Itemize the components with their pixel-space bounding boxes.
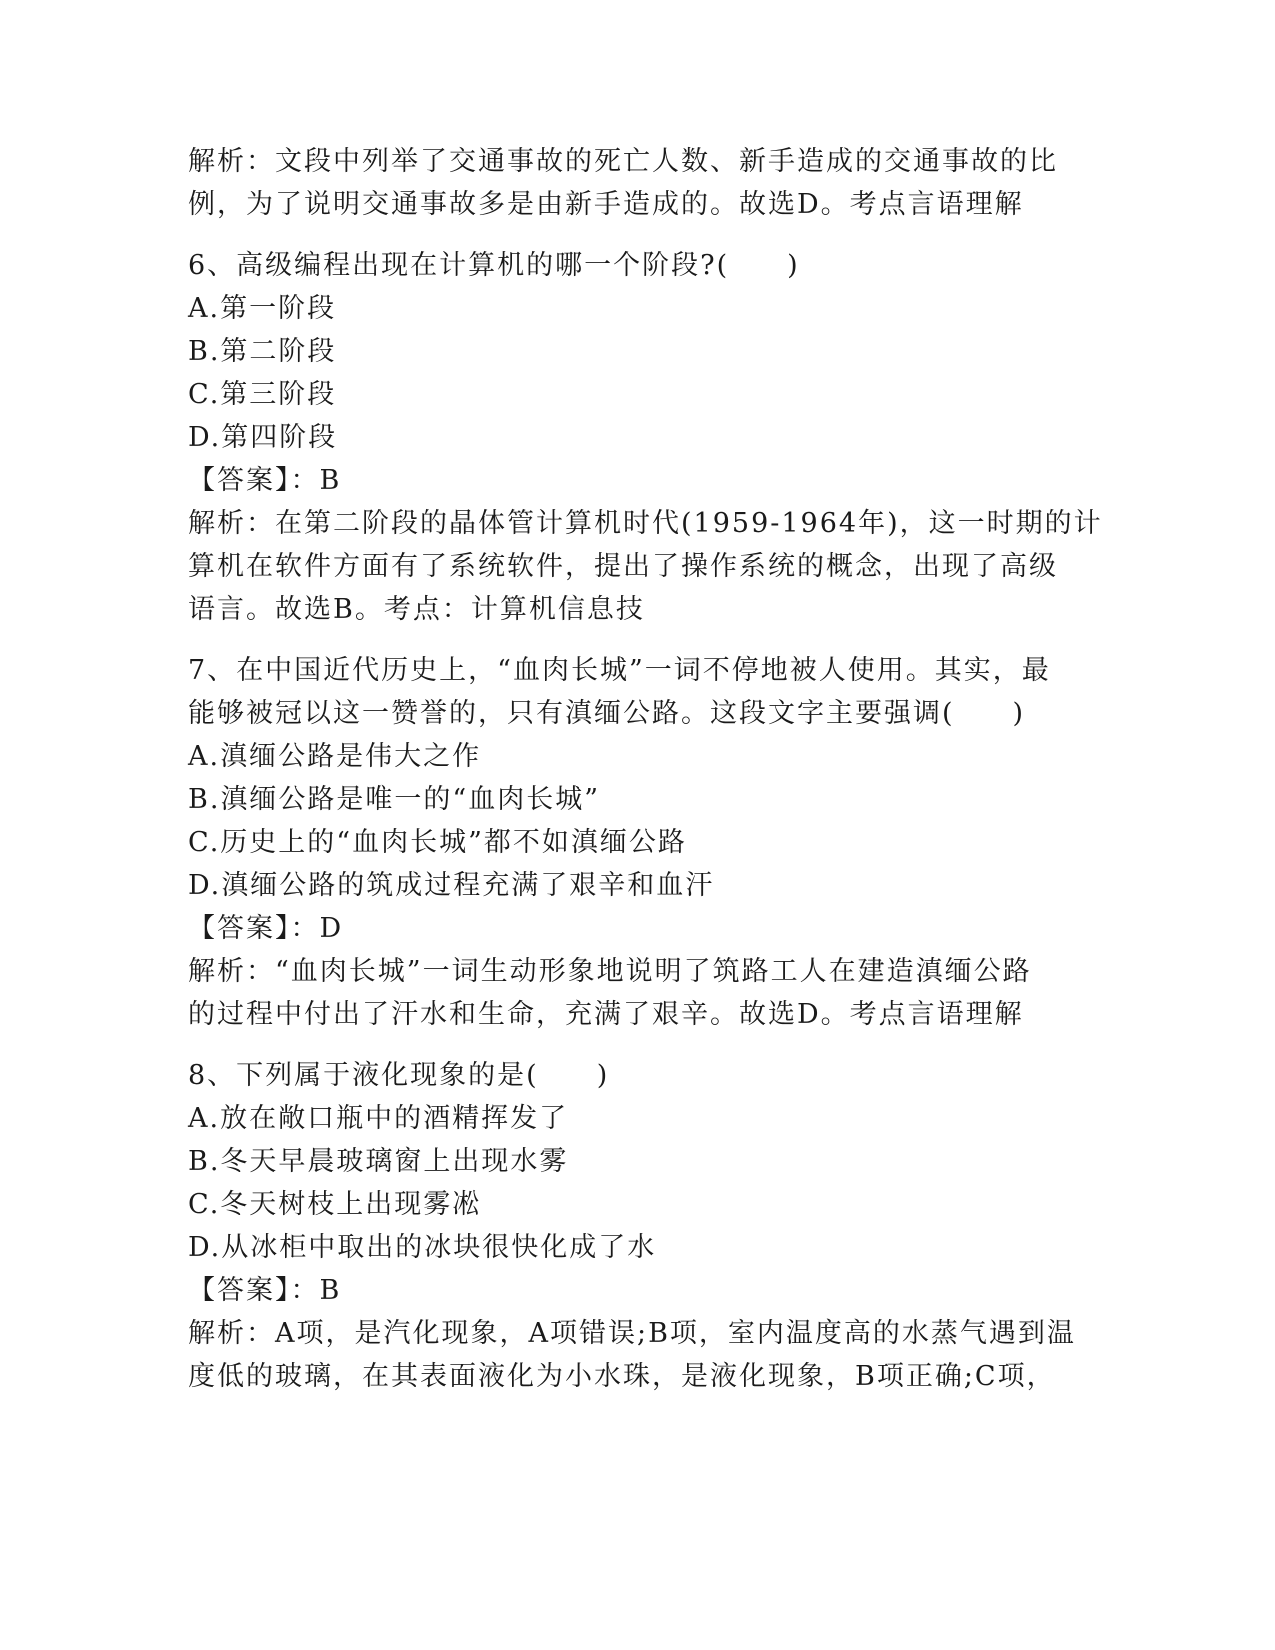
explanation-line: 度低的玻璃，在其表面液化为小水珠，是液化现象，B项正确;C项， [188, 1361, 1056, 1392]
explanation-line: 解析：文段中列举了交通事故的死亡人数、新手造成的交通事故的比 [188, 146, 1058, 177]
explanation-line: 解析：“血肉长城”一词生动形象地说明了筑路工人在建造滇缅公路 [188, 956, 1032, 987]
question-stem: 6、高级编程出现在计算机的哪一个阶段?( ) [188, 250, 800, 281]
explanation-line: 语言。故选B。考点：计算机信息技 [188, 594, 645, 625]
option-c: C.第三阶段 [188, 379, 337, 410]
explanation-line: 算机在软件方面有了系统软件，提出了操作系统的概念，出现了高级 [188, 551, 1058, 582]
question-stem: 7、在中国近代历史上，“血肉长城”一词不停地被人使用。其实，最 [188, 655, 1051, 686]
question-8 [188, 1054, 1088, 1398]
option-d: D.第四阶段 [188, 422, 338, 453]
option-c: C.冬天树枝上出现雾凇 [188, 1189, 482, 1220]
option-b: B.冬天早晨玻璃窗上出现水雾 [188, 1146, 569, 1177]
option-b: B.第二阶段 [188, 336, 337, 367]
document-page [188, 140, 1103, 1398]
option-b: B.滇缅公路是唯一的“血肉长城” [188, 784, 601, 815]
option-a: A.第一阶段 [188, 293, 337, 324]
explanation-line: 解析：A项，是汽化现象，A项错误;B项，室内温度高的水蒸气遇到温 [188, 1318, 1076, 1349]
explanation-line: 的过程中付出了汗水和生命，充满了艰辛。故选D。考点言语理解 [188, 999, 1024, 1030]
question-7 [188, 649, 1088, 1036]
question-stem: 能够被冠以这一赞誉的，只有滇缅公路。这段文字主要强调( ) [188, 698, 1026, 729]
explanation-line: 解析：在第二阶段的晶体管计算机时代(1959-1964年)，这一时期的计 [188, 508, 1103, 539]
option-d: D.滇缅公路的筑成过程充满了艰辛和血汗 [188, 870, 715, 901]
option-a: A.滇缅公路是伟大之作 [188, 741, 482, 772]
answer: 【答案】：B [188, 465, 342, 496]
option-c: C.历史上的“血肉长城”都不如滇缅公路 [188, 827, 687, 858]
option-d: D.从冰柜中取出的冰块很快化成了水 [188, 1232, 657, 1263]
prev-explanation [188, 140, 1088, 226]
option-a: A.放在敞口瓶中的酒精挥发了 [188, 1103, 569, 1134]
question-6 [188, 244, 1103, 631]
question-stem: 8、下列属于液化现象的是( ) [188, 1060, 610, 1091]
answer: 【答案】：B [188, 1275, 342, 1306]
explanation-line: 例，为了说明交通事故多是由新手造成的。故选D。考点言语理解 [188, 189, 1024, 220]
answer: 【答案】：D [188, 913, 344, 944]
